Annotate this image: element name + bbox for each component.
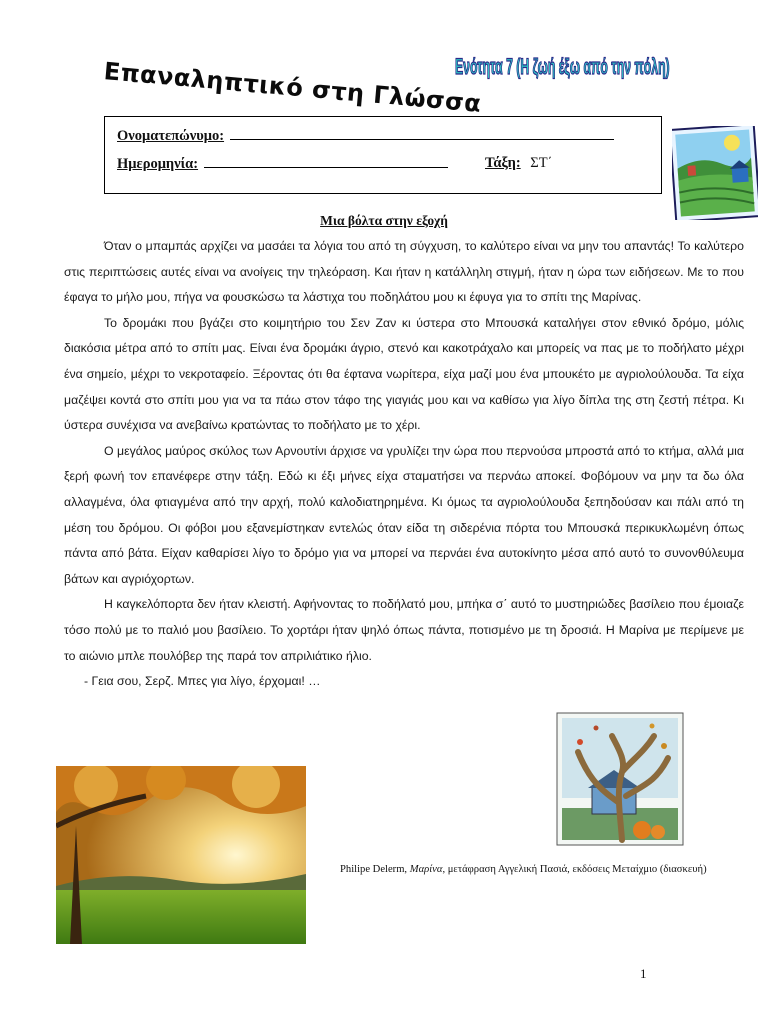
autumn-landscape-photo [56, 766, 306, 944]
autumn-tree-clipart [556, 712, 684, 846]
story-dialog: - Γεια σου, Σερζ. Μπες για λίγο, έρχομαι! … [84, 674, 321, 689]
name-row [117, 127, 614, 145]
source-credit [340, 864, 750, 875]
story-paragraph: Η καγκελόπορτα δεν ήταν κλειστή. Αφήνοντας το ποδήλατό μου, μπήκα σ΄ αυτό το μυστηριώδες βασίλειο που έμοιαζε τόσο πολύ με το παλιό μου βασίλειο. Το χορτάρι ήταν ψηλό όπως πάντα, ποτισμένο με τη δροσιά. Η Μαρίνα με περίμενε με το αιώνιο μπλε πουλόβερ της παρά τον απριλιάτικο ήλιο. [64, 597, 744, 663]
farm-clipart [672, 126, 758, 220]
class-value: ΣΤ΄ [530, 155, 553, 171]
story-paragraph: Όταν ο μπαμπάς αρχίζει να μασάει τα λόγια του από τη σύγχυση, το καλύτερο είναι να μην του απαντάς! Το καλύτερο στις περιπτώσεις αυτές είναι να ανοίγεις την τηλεόραση. Και ήταν η κατάλληλη στιγμή, ήταν η ώρα των ειδήσεων. Με το που έφαγα το μήλο μου, πήγα να φουσκώσω τα λάστιχα του ποδηλάτου μου κι έφυγα για το σπίτι της Μαρίνας. [64, 239, 744, 305]
date-label: Ημερομηνία: [117, 156, 199, 172]
credit-book: Μαρίνα [409, 864, 443, 875]
story-text [64, 234, 744, 695]
name-field[interactable] [230, 127, 614, 140]
worksheet-title: Επαναληπτικό στη Γλώσσα [102, 57, 483, 118]
class-label: Τάξη: [485, 155, 521, 171]
page-number: 1 [640, 966, 647, 981]
story-paragraph: Το δρομάκι που βγάζει στο κοιμητήριο του Σεν Ζαν κι ύστερα στο Μπουσκά καταλήγει στον εθνικό δρόμο, μόλις διακόσια μέτρα από το σπίτι μας. Είναι ένα δρομάκι άγριο, στενό και κακοτράχαλο και μπορείς να πας με το ποδήλατο μέχρι ένα σημείο, μέχρι το νεκροταφείο. Ξέροντας ότι θα έφτανα νωρίτερα, είχα μαζί μου ένα μπουκέτο με αγριολούλουδα. Τα είχα μαζέψει κοντά στο σπίτι μου για να τα πάω στον τάφο της γιαγιάς μου και να καθίσω για λίγο δίπλα της στη ζεστή πέτρα. Κι ύστερα συνέχισα να ανεβαίνω κρατώντας το ποδήλατο με το χέρι. [64, 315, 744, 433]
name-label: Ονοματεπώνυμο: [117, 128, 225, 144]
story-paragraph: Ο μεγάλος μαύρος σκύλος των Αρνουτίνι άρχισε να γρυλίζει την ώρα που περνούσα μπροστά από το κτήμα, αλλά μια ξερή φωνή τον επανέφερε στην τάξη. Εδώ κι έξι μήνες είχα σταματήσει να περνάω αποκεί. Φοβόμουν να μην τα δω όλα αλλαγμένα, όλα φτιαγμένα από την αρχή, πολύ καλοδιατηρημένα. Κι όμως τα αγριολούλουδα ξεπηδούσαν και πάλι από τη μέση του δρόμου. Οι φόβοι μου εξανεμίστηκαν εντελώς όταν είδα τη σιδερένια πόρτα του Μπουσκά περικυκλωμένη όπως πάντα από βάτα. Είχαν καθαρίσει λίγο το δρόμο για να μπορεί να περνάει ένα αυτοκίνητο μέσα από αυτό το συνονθύλευμα βάτων και αγριόχορτων. [64, 443, 744, 586]
date-row [117, 155, 448, 173]
credit-details: , μετάφραση Αγγελική Πασιά, εκδόσεις Μεταίχμιο (διασκευή) [442, 864, 707, 875]
date-field[interactable] [204, 155, 448, 168]
class-row [485, 155, 552, 172]
story-title: Μια βόλτα στην εξοχή [320, 213, 448, 228]
unit-title: Ενότητα 7 (Η ζωή έξω από την πόλη) [455, 54, 670, 79]
credit-author: Philipe Delerm, [340, 864, 408, 875]
student-info-box [104, 116, 662, 194]
